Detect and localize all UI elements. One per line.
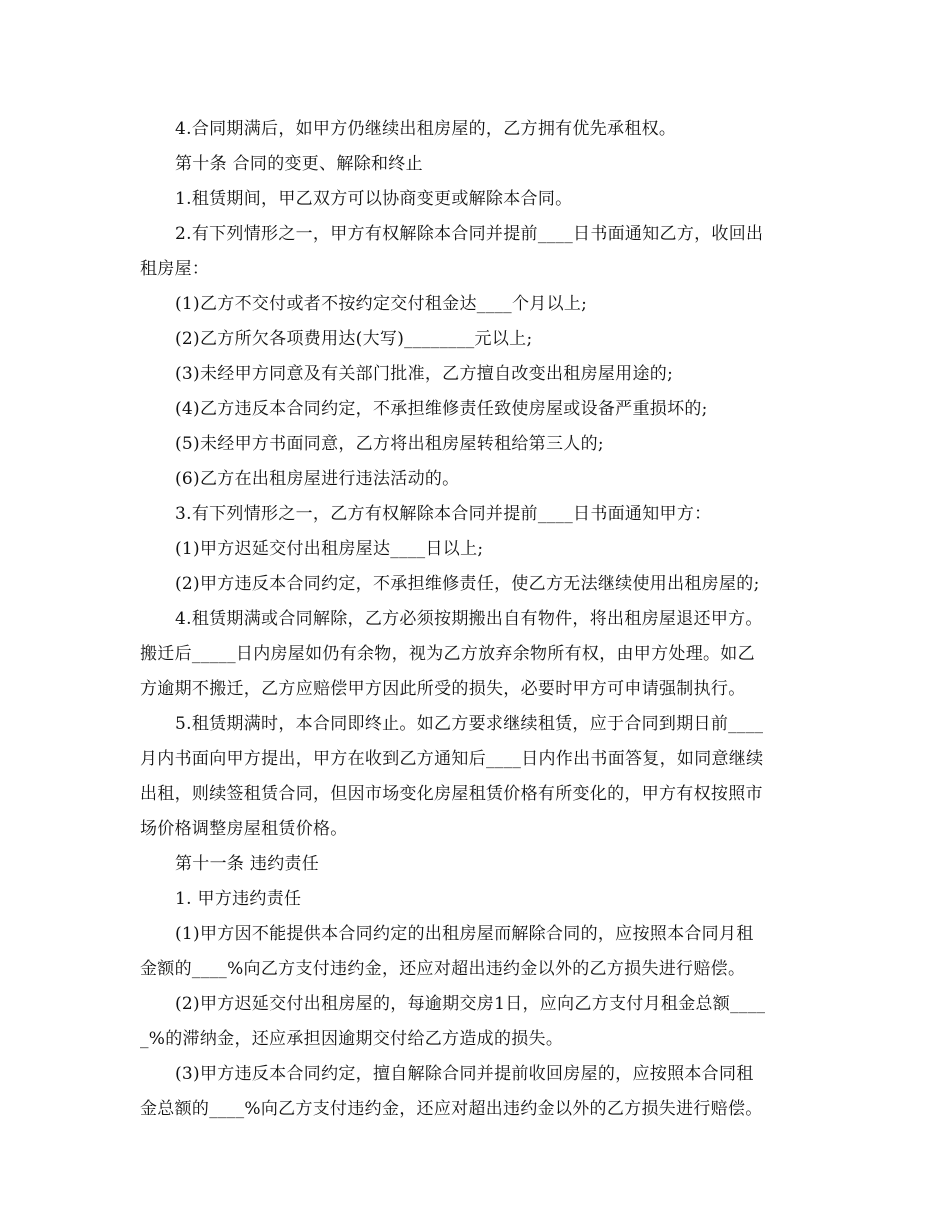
paragraph-line: 3.有下列情形之一，乙方有权解除本合同并提前____日书面通知甲方：	[175, 504, 712, 524]
section-heading: 第十条 合同的变更、解除和终止	[175, 154, 423, 174]
paragraph-line: 1.租赁期间，甲乙双方可以协商变更或解除本合同。	[175, 189, 573, 209]
paragraph-line: 4.合同期满后，如甲方仍继续出租房屋的，乙方拥有优先承租权。	[175, 119, 677, 139]
subsection-heading: 1. 甲方违约责任	[175, 889, 302, 909]
paragraph-line: (2)甲方违反本合同约定，不承担维修责任，使乙方无法继续使用出租房屋的;	[175, 574, 760, 594]
paragraph-line: (1)甲方因不能提供本合同约定的出租房屋而解除合同的，应按照本合同月租	[175, 924, 754, 944]
paragraph-line: (2)乙方所欠各项费用达(大写)________元以上;	[175, 329, 533, 349]
paragraph-line: 租房屋：	[140, 259, 210, 279]
paragraph-line: 出租，则续签租赁合同，但因市场变化房屋租赁价格有所变化的，甲方有权按照市	[140, 784, 763, 804]
paragraph-line: (4)乙方违反本合同约定，不承担维修责任致使房屋或设备严重损坏的;	[175, 399, 708, 419]
paragraph-line: 2.有下列情形之一，甲方有权解除本合同并提前____日书面通知乙方，收回出	[175, 224, 764, 244]
paragraph-line: 月内书面向甲方提出，甲方在收到乙方通知后____日内作出书面答复，如同意继续	[140, 749, 764, 769]
paragraph-line: (1)甲方迟延交付出租房屋达____日以上;	[175, 539, 484, 559]
paragraph-line: (2)甲方迟延交付出租房屋的，每逾期交房1日，应向乙方支付月租金总额____	[175, 994, 766, 1014]
paragraph-line: (6)乙方在出租房屋进行违法活动的。	[175, 469, 460, 489]
paragraph-line: 场价格调整房屋租赁价格。	[140, 819, 348, 839]
paragraph-line: (3)未经甲方同意及有关部门批准，乙方擅自改变出租房屋用途的;	[175, 364, 674, 384]
paragraph-line: 5.租赁期满时，本合同即终止。如乙方要求继续租赁，应于合同到期日前____	[175, 714, 764, 734]
paragraph-line: 金总额的____%向乙方支付违约金，还应对超出违约金以外的乙方损失进行赔偿。	[140, 1099, 763, 1119]
paragraph-line: 4.租赁期满或合同解除，乙方必须按期搬出自有物件，将出租房屋退还甲方。	[175, 609, 763, 629]
paragraph-line: (5)未经甲方书面同意，乙方将出租房屋转租给第三人的;	[175, 434, 604, 454]
paragraph-line: 金额的____%向乙方支付违约金，还应对超出违约金以外的乙方损失进行赔偿。	[140, 959, 746, 979]
paragraph-line: 方逾期不搬迁，乙方应赔偿甲方因此所受的损失，必要时甲方可申请强制执行。	[140, 679, 746, 699]
paragraph-line: 搬迁后_____日内房屋如仍有余物，视为乙方放弃余物所有权，由甲方处理。如乙	[140, 644, 755, 664]
section-heading: 第十一条 违约责任	[175, 854, 320, 874]
paragraph-line: (1)乙方不交付或者不按约定交付租金达____个月以上;	[175, 294, 588, 314]
paragraph-line: _%的滞纳金，还应承担因逾期交付给乙方造成的损失。	[140, 1029, 564, 1049]
paragraph-line: (3)甲方违反本合同约定，擅自解除合同并提前收回房屋的，应按照本合同租	[175, 1064, 754, 1084]
